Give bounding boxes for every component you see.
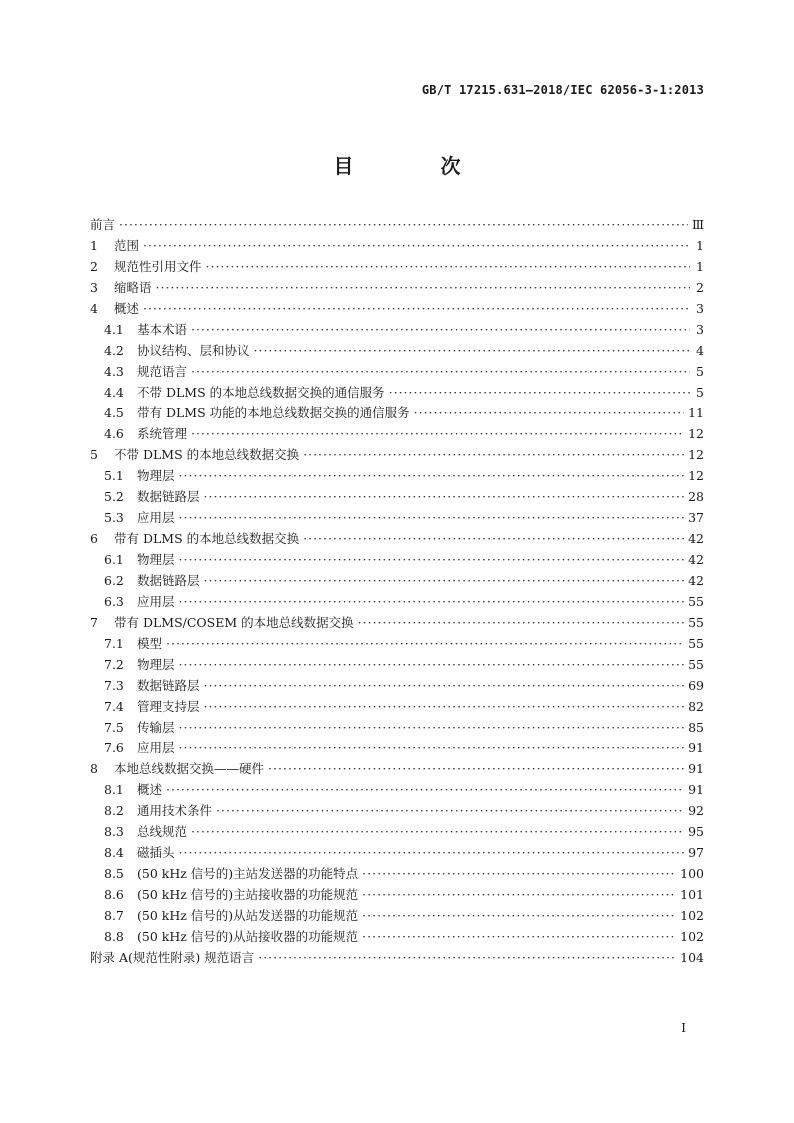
toc-entry[interactable] <box>90 843 704 864</box>
dot-leader <box>119 215 688 236</box>
toc-entry-page: 1 <box>696 237 704 253</box>
toc-entry-number: 7.5 <box>104 719 124 735</box>
toc-entry-page: 4 <box>696 342 704 358</box>
toc-entry[interactable] <box>90 362 704 383</box>
toc-entry-title: 磁插头 <box>137 845 175 861</box>
toc-entry-page: 1 <box>696 258 704 274</box>
dot-leader <box>143 299 690 320</box>
toc-entry-number: 8.5 <box>104 866 124 882</box>
toc-entry[interactable] <box>90 236 704 257</box>
toc-entry-page: 5 <box>696 384 704 400</box>
toc-entry-page: 42 <box>688 572 704 588</box>
toc-entry-page: Ⅲ <box>691 217 704 232</box>
toc-entry-title: (50 kHz 信号的)从站发送器的功能规范 <box>137 907 359 923</box>
toc-entry-page: 55 <box>688 656 704 672</box>
dot-leader <box>389 383 690 404</box>
dot-leader <box>179 592 685 613</box>
toc-entry[interactable] <box>90 780 704 801</box>
toc-entry-number: 3 <box>90 279 98 295</box>
toc-entry-page: 42 <box>688 552 704 567</box>
toc-entry-title: 模型 <box>137 635 163 651</box>
toc-entry-page: 37 <box>688 510 704 526</box>
dot-leader <box>191 362 690 383</box>
toc-entry-number: 4.1 <box>104 321 124 337</box>
toc-entry-title: 不带 DLMS 的本地总线数据交换的通信服务 <box>137 384 385 400</box>
toc-entry-page: 42 <box>688 531 704 547</box>
toc-entry-number: 4 <box>90 300 98 316</box>
toc-entry-title: 带有 DLMS 功能的本地总线数据交换的通信服务 <box>137 405 410 421</box>
toc-entry-title: 应用层 <box>137 740 175 756</box>
toc-entry-number: 4.4 <box>104 384 124 400</box>
toc-entry-title: 带有 DLMS 的本地总线数据交换 <box>114 531 300 547</box>
standard-header: GB/T 17215.631—2018/IEC 62056-3-1:2013 <box>421 83 704 97</box>
page-title: 目 次 <box>333 154 501 178</box>
toc-entry-number: 8.3 <box>104 824 124 840</box>
toc-entry-number: 8.7 <box>104 907 124 923</box>
toc-entry-title: 数据链路层 <box>137 572 200 588</box>
toc-entry-page: 11 <box>688 405 704 421</box>
dot-leader <box>179 843 685 864</box>
dot-leader <box>204 487 685 508</box>
dot-leader <box>179 718 685 739</box>
toc-entry[interactable] <box>90 655 704 676</box>
toc-entry-title: 物理层 <box>137 656 175 672</box>
toc-entry-number: 2 <box>90 258 98 274</box>
toc-entry-number: 7 <box>90 614 98 630</box>
toc-entry-page: 91 <box>688 782 704 798</box>
toc-entry-title: 基本术语 <box>137 321 188 337</box>
toc-entry-number: 4.6 <box>104 426 124 442</box>
toc-entry-title: 范围 <box>114 237 140 253</box>
dot-leader <box>179 466 685 487</box>
toc-entry-number: 4.3 <box>104 363 124 379</box>
toc-entry[interactable] <box>90 257 704 278</box>
toc-entry-title: 应用层 <box>137 593 175 609</box>
dot-leader <box>206 257 690 278</box>
toc-entry[interactable] <box>90 676 704 697</box>
table-of-contents <box>90 215 704 969</box>
toc-entry-page: 104 <box>680 949 704 965</box>
toc-entry-number: 5.3 <box>104 510 124 526</box>
toc-entry-number: 1 <box>90 237 98 253</box>
toc-entry-page: 85 <box>688 719 704 735</box>
page-number: I <box>681 1021 686 1035</box>
dot-leader <box>362 864 676 885</box>
toc-entry[interactable] <box>90 529 704 550</box>
dot-leader <box>191 822 684 843</box>
toc-entry[interactable] <box>90 445 704 466</box>
toc-entry[interactable] <box>90 508 704 529</box>
toc-entry-number: 4.2 <box>104 342 124 358</box>
toc-entry-page: 91 <box>688 740 704 756</box>
toc-entry-title: 前言 <box>90 217 116 232</box>
toc-entry-page: 102 <box>680 928 704 944</box>
dot-leader <box>204 676 685 697</box>
toc-entry-title: 数据链路层 <box>137 489 200 505</box>
toc-entry-page: 12 <box>688 426 704 442</box>
toc-entry-title: (50 kHz 信号的)主站发送器的功能特点 <box>137 866 359 882</box>
toc-entry-number: 8.6 <box>104 887 124 902</box>
toc-entry-number: 8.8 <box>104 928 124 944</box>
toc-entry-title: 概述 <box>114 300 140 316</box>
dot-leader <box>179 738 685 759</box>
dot-leader <box>179 508 685 529</box>
toc-entry-page: 5 <box>696 363 704 379</box>
toc-entry[interactable] <box>90 864 704 885</box>
dot-leader <box>204 571 685 592</box>
toc-entry-page: 3 <box>696 300 704 316</box>
toc-entry-page: 101 <box>680 887 704 902</box>
dot-leader <box>179 550 685 571</box>
toc-entry[interactable] <box>90 299 704 320</box>
toc-entry[interactable] <box>90 948 704 969</box>
toc-entry[interactable] <box>90 801 704 822</box>
toc-entry-number: 4.5 <box>104 405 124 421</box>
dot-leader <box>362 927 676 948</box>
toc-entry-page: 69 <box>688 677 704 693</box>
toc-entry-number: 8.1 <box>104 782 124 798</box>
toc-entry-number: 5.1 <box>104 468 124 484</box>
toc-entry[interactable] <box>90 278 704 299</box>
toc-entry-number: 8.2 <box>104 803 124 819</box>
dot-leader <box>258 948 676 969</box>
toc-entry-number: 6 <box>90 531 98 547</box>
toc-entry-number: 7.3 <box>104 677 124 693</box>
dot-leader <box>166 780 684 801</box>
toc-entry-page: 91 <box>688 761 704 777</box>
toc-entry-page: 82 <box>688 698 704 714</box>
toc-entry[interactable] <box>90 487 704 508</box>
toc-entry[interactable] <box>90 759 704 780</box>
toc-entry-title: (50 kHz 信号的)从站接收器的功能规范 <box>137 928 359 944</box>
toc-entry[interactable] <box>90 383 704 404</box>
toc-entry-number: 6.2 <box>104 572 124 588</box>
toc-entry-page: 92 <box>688 803 704 819</box>
toc-entry-number: 8.4 <box>104 845 124 861</box>
dot-leader <box>303 529 684 550</box>
toc-entry[interactable] <box>90 885 704 906</box>
toc-entry-title: 概述 <box>137 782 163 798</box>
toc-entry-page: 2 <box>696 279 704 295</box>
toc-entry-title: 传输层 <box>137 719 175 735</box>
dot-leader <box>191 424 684 445</box>
toc-entry[interactable] <box>90 613 704 634</box>
toc-entry[interactable] <box>90 466 704 487</box>
dot-leader <box>191 320 690 341</box>
toc-entry[interactable] <box>90 424 704 445</box>
toc-entry-number: 7.4 <box>104 698 124 714</box>
toc-entry-title: 缩略语 <box>114 279 152 295</box>
dot-leader <box>303 445 684 466</box>
toc-entry-page: 55 <box>688 614 704 630</box>
toc-entry-title: 本地总线数据交换——硬件 <box>114 761 265 777</box>
toc-entry-number: 6.3 <box>104 593 124 609</box>
toc-entry[interactable] <box>90 592 704 613</box>
toc-entry-title: 协议结构、层和协议 <box>137 342 250 358</box>
toc-entry-title: 总线规范 <box>137 824 188 840</box>
toc-entry-page: 12 <box>688 468 704 484</box>
toc-entry[interactable] <box>90 738 704 759</box>
toc-entry-number: 5 <box>90 447 98 463</box>
toc-entry-title: 规范语言 <box>137 363 188 379</box>
toc-entry[interactable] <box>90 906 704 927</box>
toc-entry-title: 物理层 <box>137 552 175 567</box>
toc-entry-number: 5.2 <box>104 489 124 505</box>
toc-entry-number: 7.6 <box>104 740 124 756</box>
toc-entry[interactable] <box>90 634 704 655</box>
dot-leader <box>179 655 685 676</box>
toc-entry[interactable] <box>90 718 704 739</box>
toc-entry[interactable] <box>90 822 704 843</box>
toc-entry[interactable] <box>90 697 704 718</box>
toc-entry-number: 6.1 <box>104 552 124 567</box>
dot-leader <box>254 341 690 362</box>
toc-entry-page: 12 <box>688 447 704 463</box>
toc-entry-page: 55 <box>688 593 704 609</box>
toc-entry-title: 应用层 <box>137 510 175 526</box>
toc-entry-page: 3 <box>696 321 704 337</box>
toc-entry-title: 物理层 <box>137 468 175 484</box>
toc-entry[interactable] <box>90 341 704 362</box>
toc-entry[interactable] <box>90 403 704 424</box>
toc-entry-page: 100 <box>680 866 704 882</box>
toc-entry-title: (50 kHz 信号的)主站接收器的功能规范 <box>137 887 359 902</box>
toc-entry-page: 95 <box>688 824 704 840</box>
toc-entry-title: 附录 A(规范性附录) 规范语言 <box>90 949 255 965</box>
toc-entry-number: 8 <box>90 761 98 777</box>
dot-leader <box>414 403 684 424</box>
toc-entry-page: 97 <box>688 845 704 861</box>
toc-entry-title: 不带 DLMS 的本地总线数据交换 <box>114 447 300 463</box>
dot-leader <box>156 278 690 299</box>
toc-entry-title: 规范性引用文件 <box>114 258 202 274</box>
toc-entry[interactable] <box>90 320 704 341</box>
dot-leader <box>216 801 684 822</box>
toc-entry-page: 102 <box>680 907 704 923</box>
dot-leader <box>362 885 676 906</box>
toc-entry[interactable] <box>90 927 704 948</box>
dot-leader <box>268 759 684 780</box>
toc-entry[interactable] <box>90 571 704 592</box>
toc-entry-title: 通用技术条件 <box>137 803 213 819</box>
toc-entry-page: 28 <box>688 489 704 505</box>
toc-entry-title: 管理支持层 <box>137 698 200 714</box>
toc-entry-title: 带有 DLMS/COSEM 的本地总线数据交换 <box>114 614 354 630</box>
toc-entry[interactable] <box>90 550 704 571</box>
toc-entry-title: 数据链路层 <box>137 677 200 693</box>
toc-entry-number: 7.1 <box>104 635 124 651</box>
dot-leader <box>166 634 684 655</box>
toc-entry-title: 系统管理 <box>137 426 188 442</box>
toc-entry-page: 55 <box>688 635 704 651</box>
toc-entry[interactable] <box>90 215 704 236</box>
toc-entry-number: 7.2 <box>104 656 124 672</box>
dot-leader <box>143 236 690 257</box>
dot-leader <box>358 613 684 634</box>
dot-leader <box>204 697 685 718</box>
dot-leader <box>362 906 676 927</box>
